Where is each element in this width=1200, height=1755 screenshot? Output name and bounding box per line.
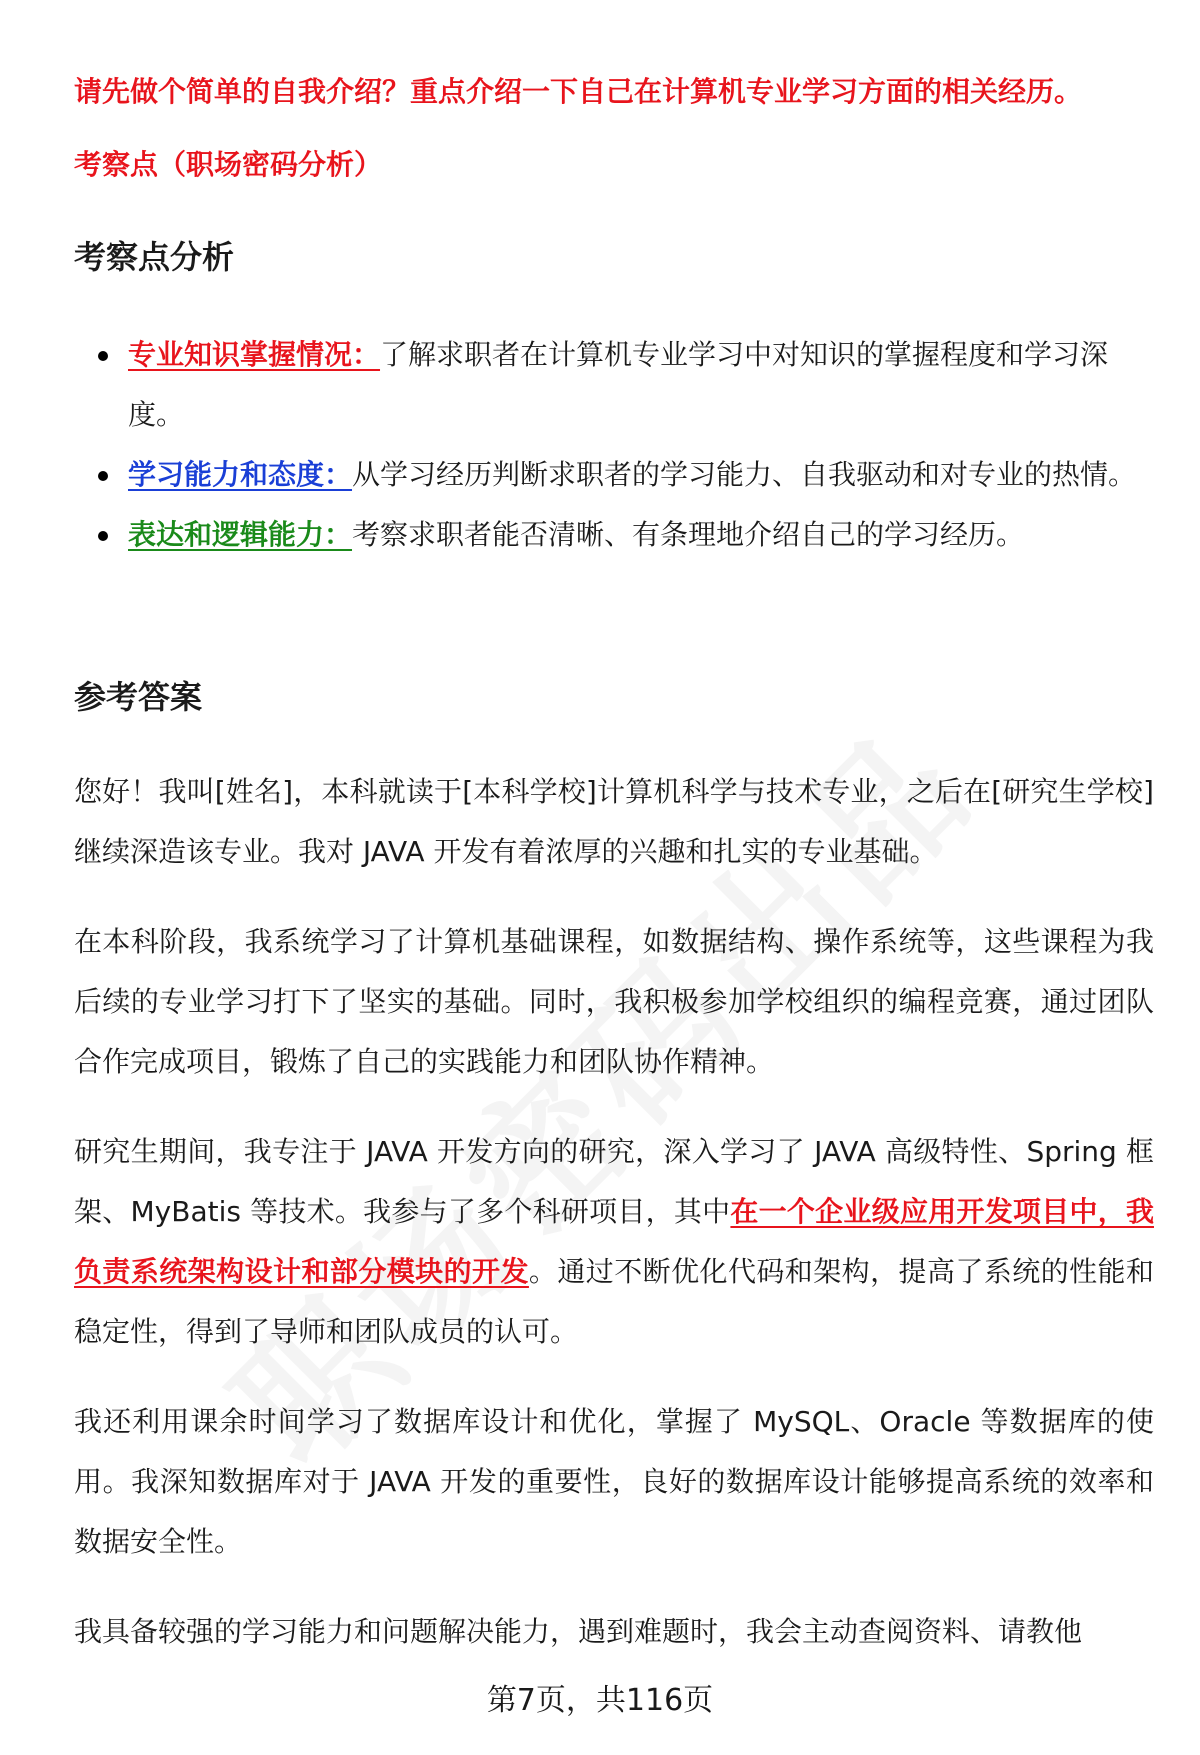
- bullet-icon: [98, 351, 108, 361]
- point-title: 考察点（职场密码分析）: [74, 148, 383, 181]
- paragraph: 您好！我叫[姓名]，本科就读于[本科学校]计算机科学与技术专业，之后在[研究生学校]继续深造该专业。我对 JAVA 开发有着浓厚的兴趣和扎实的专业基础。: [74, 775, 1154, 868]
- paragraph-text: 。通过不断优化代码和架构，提高了系统的性能和稳定性，得到了导师和团队成员的认可。: [74, 1255, 1154, 1348]
- list-item: [74, 445, 1144, 505]
- bullet-icon: [98, 531, 108, 541]
- point-text: 从学习经历判断求职者的学习能力、自我驱动和对专业的热情。: [352, 458, 1137, 491]
- point-label: 专业知识掌握情况：: [128, 338, 381, 371]
- analysis-heading: 考察点分析: [74, 238, 235, 276]
- page-footer: 第7页，共116页: [486, 1683, 714, 1718]
- answer-body: [74, 762, 1154, 1692]
- bullet-icon: [98, 471, 108, 481]
- analysis-list: [74, 325, 1144, 565]
- point-label: 学习能力和态度：: [128, 458, 353, 491]
- point-text: 了解求职者在计算机专业学习中对知识的掌握程度和学习深度。: [128, 338, 1109, 431]
- paragraph: 在本科阶段，我系统学习了计算机基础课程，如数据结构、操作系统等，这些课程为我后续的专业学习打下了坚实的基础。同时，我积极参加学校组织的编程竞赛，通过团队合作完成项目，锻炼了自己的实践能力和团队协作精神。: [74, 925, 1154, 1078]
- point-label: 表达和逻辑能力：: [128, 518, 353, 551]
- paragraph-text: 研究生期间，我专注于 JAVA 开发方向的研究，深入学习了 JAVA 高级特性、Spring 框架、MyBatis 等技术。我参与了多个科研项目，其中: [74, 1135, 1154, 1228]
- paragraph: 我具备较强的学习能力和问题解决能力，遇到难题时，我会主动查阅资料、请教他: [74, 1615, 1083, 1648]
- paragraph: 我还利用课余时间学习了数据库设计和优化，掌握了 MySQL、Oracle 等数据库的使用。我深知数据库对于 JAVA 开发的重要性，良好的数据库设计能够提高系统的效率和数据安全性。: [74, 1405, 1154, 1558]
- interview-question: 请先做个简单的自我介绍？重点介绍一下自己在计算机专业学习方面的相关经历。: [74, 75, 1083, 108]
- paragraph: [74, 1122, 1154, 1362]
- list-item: [74, 505, 1144, 565]
- highlighted-text: 在一个企业级应用开发项目中，我负责系统架构设计和部分模块的开发: [74, 1195, 1154, 1288]
- list-item: [74, 325, 1144, 445]
- answer-heading: 参考答案: [74, 678, 203, 716]
- point-text: 考察求职者能否清晰、有条理地介绍自己的学习经历。: [352, 518, 1025, 551]
